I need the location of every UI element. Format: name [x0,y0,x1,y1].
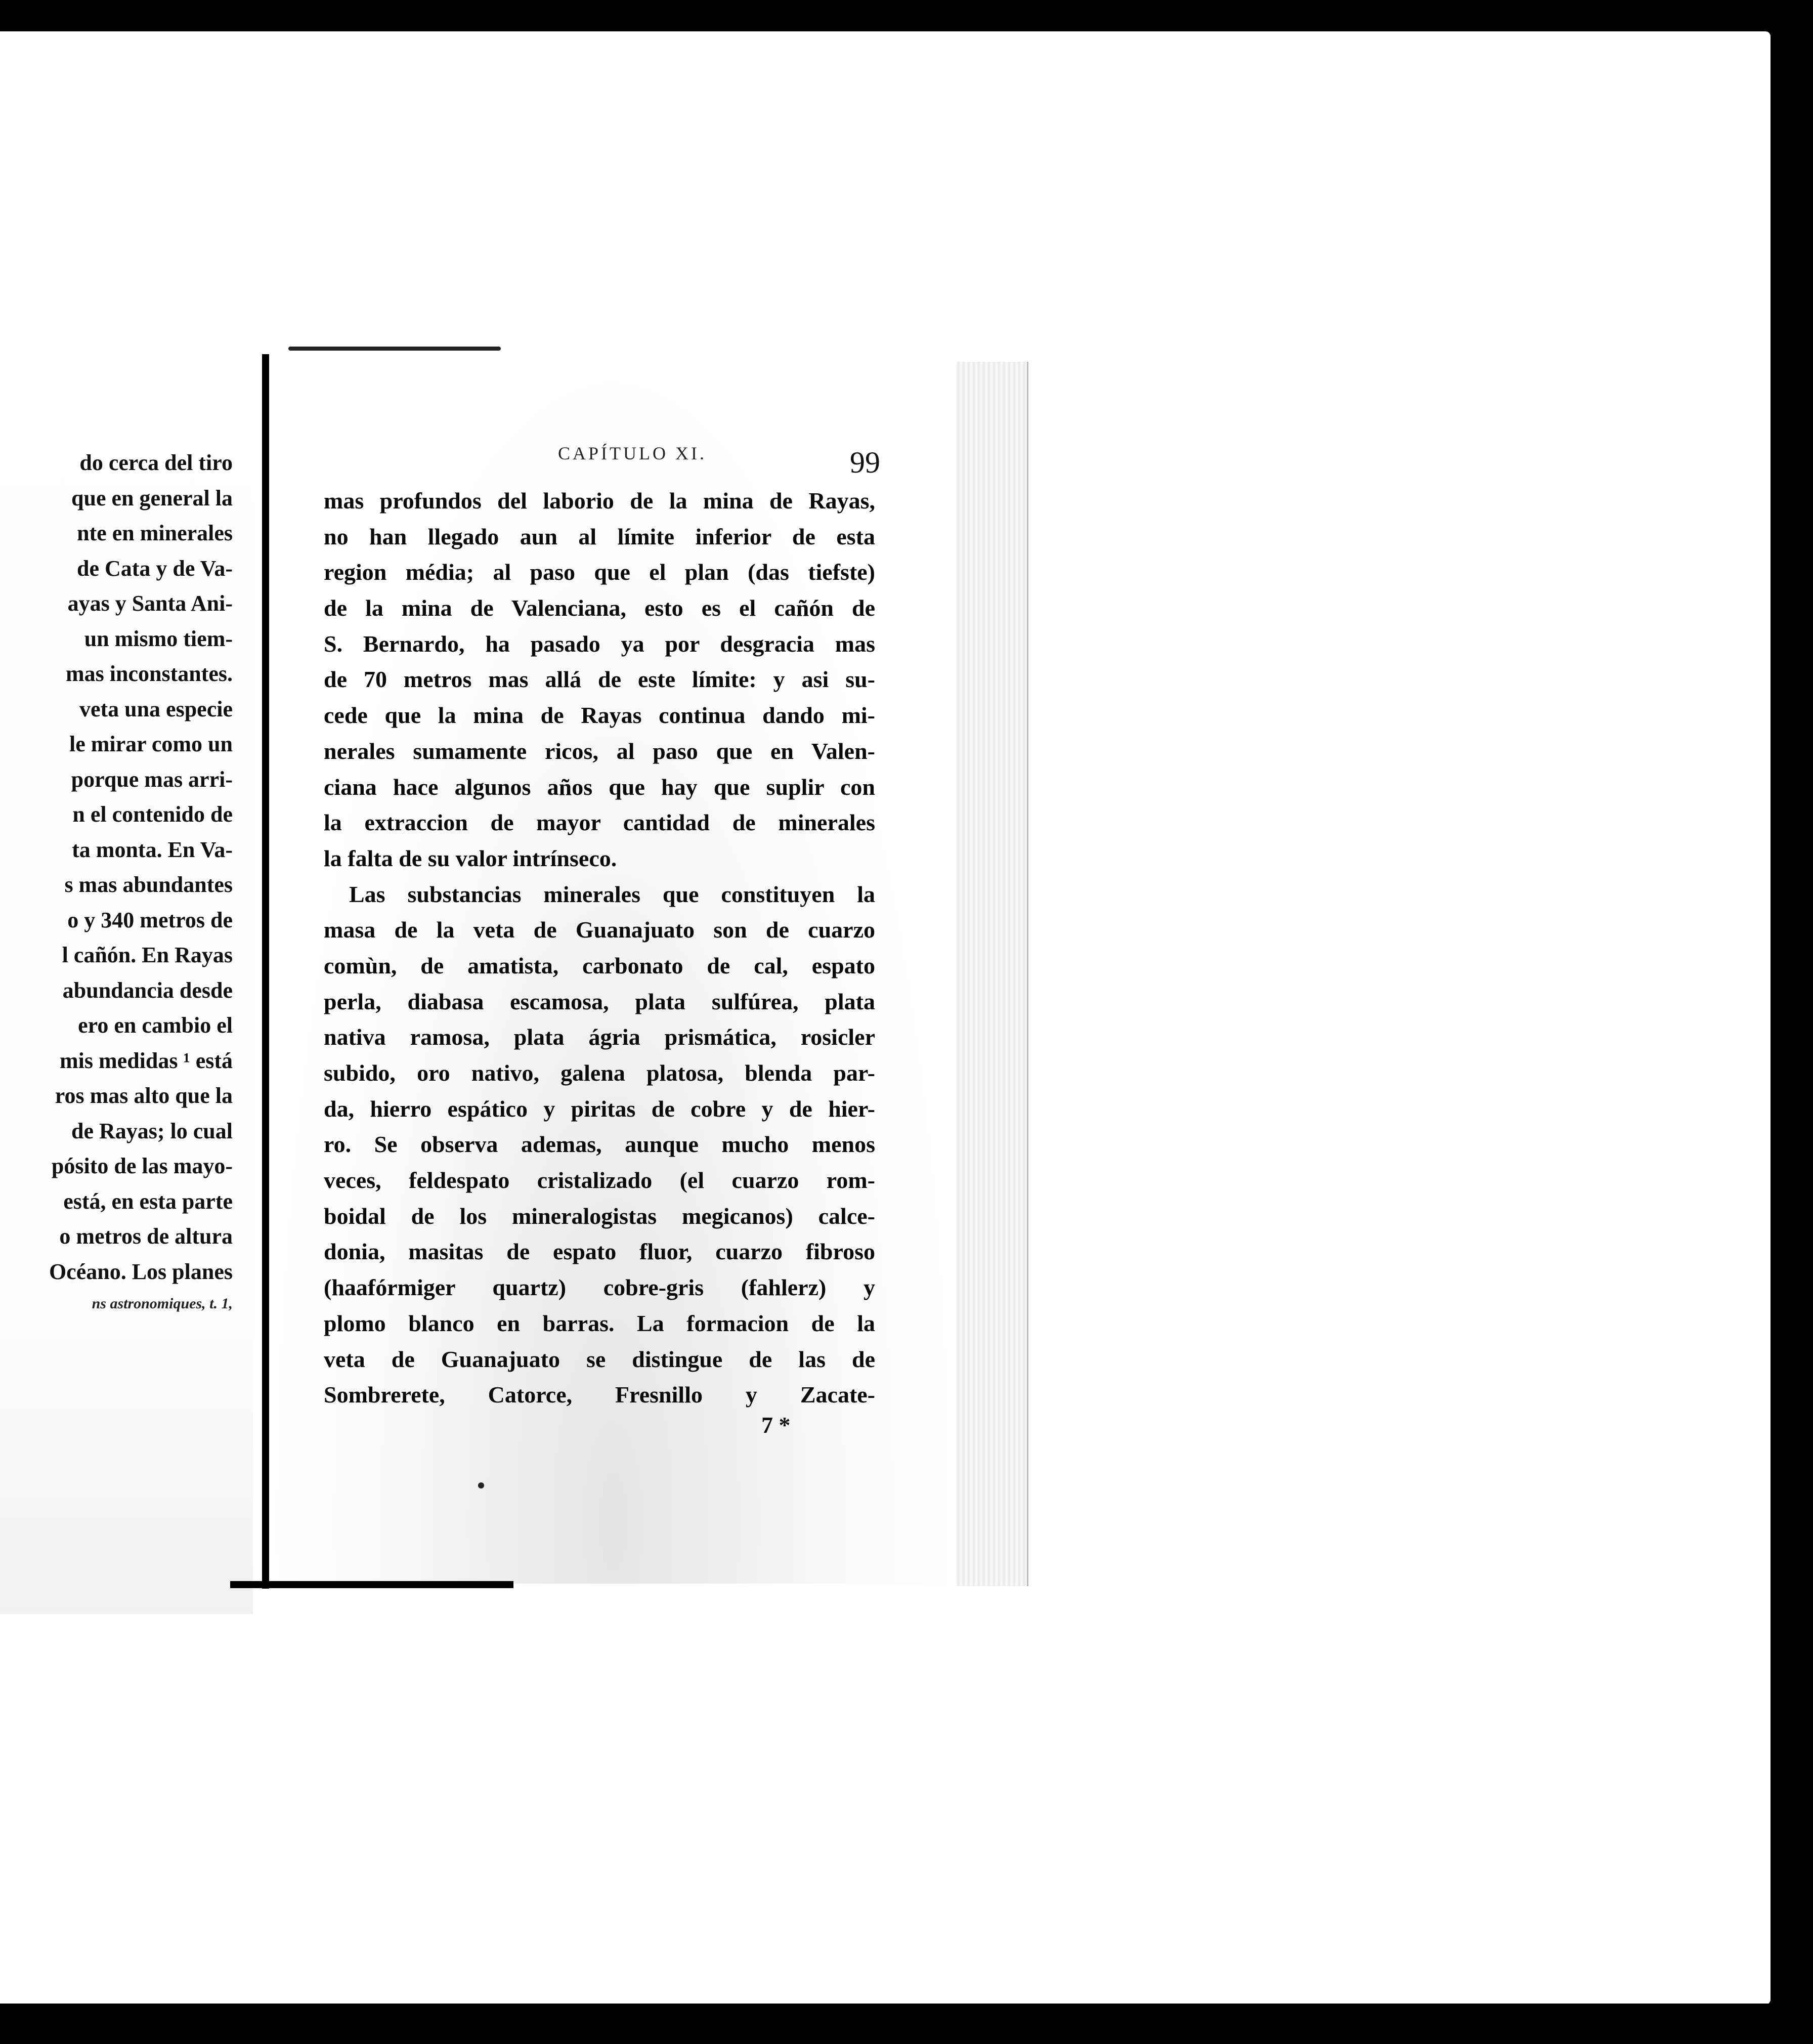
text-line: no han llegado aun al límite inferior de esta [324,523,875,549]
left-text-line: l cañón. En Rayas [62,943,233,967]
gutter-rule [262,354,269,1589]
text-line: Sombrerete, Catorce, Fresnillo y Zacate- [324,1382,875,1408]
left-text-line: le mirar como un [69,732,233,756]
left-text-line: mas inconstantes. [65,661,233,686]
page-block-edge [956,362,1028,1586]
text-line: Las substancias minerales que constituyen la [349,881,875,907]
text-line: subido, oro nativo, galena platosa, blenda par- [324,1060,875,1086]
left-text-line: de Rayas; lo cual [71,1118,233,1143]
left-text-line: veta una especie [79,696,233,721]
left-text-line: n el contenido de [72,802,233,827]
text-line: boidal de los mineralogistas megicanos) calce- [324,1203,875,1229]
left-text-line: Océano. Los planes [49,1259,233,1284]
left-text-line: s mas abundantes [64,872,233,897]
left-text-line: un mismo tiem- [84,626,233,651]
left-text-line: do cerca del tiro [79,450,233,475]
text-line: de 70 metros mas allá de este límite: y asi su- [324,666,875,693]
left-text-line: está, en esta parte [63,1188,233,1214]
text-line: donia, masitas de espato fluor, cuarzo fibroso [324,1239,875,1265]
left-text-line: mis medidas ¹ está [60,1048,233,1073]
text-line: perla, diabasa escamosa, plata sulfúrea, plata [324,988,875,1014]
text-line: ciana hace algunos años que hay que suplir con [324,774,875,800]
left-text-line: ta monta. En Va- [72,837,233,862]
text-line: veces, feldespato cristalizado (el cuarzo rom- [324,1167,875,1194]
left-text-line: o metros de altura [59,1224,233,1249]
left-page-text [0,445,233,1289]
left-text-line: ros mas alto que la [55,1083,233,1108]
text-line: la extraccion de mayor cantidad de minerales [324,810,875,836]
signature-mark: 7 * [761,1412,791,1438]
left-text-line: de Cata y de Va- [76,556,233,581]
left-text-line: nte en minerales [77,521,233,545]
text-line: de la mina de Valenciana, esto es el cañón de [324,595,875,621]
text-line: masa de la veta de Guanajuato son de cuarzo [324,917,875,943]
text-line: (haafórmiger quartz) cobre-gris (fahlerz) y [324,1274,875,1301]
body-text [324,483,875,1413]
left-text-line: ayas y Santa Ani- [67,591,233,616]
ink-speck [478,1482,484,1488]
scan-border-bottom [0,2004,1813,2044]
text-line: ro. Se observa ademas, aunque mucho menos [324,1131,875,1158]
text-line: S. Bernardo, ha pasado ya por desgracia mas [324,630,875,657]
text-line: comùn, de amatista, carbonato de cal, espato [324,952,875,978]
text-line: nerales sumamente ricos, al paso que en Valen- [324,738,875,764]
left-text-line: o y 340 metros de [67,907,233,932]
left-text-line: ero en cambio el [78,1013,233,1038]
text-line: la falta de su valor intrínseco. [324,845,617,871]
left-text-line: que en general la [71,485,233,510]
text-line: mas profundos del laborio de la mina de Rayas, [324,488,875,514]
left-text-line: pósito de las mayo- [51,1154,233,1178]
text-line: nativa ramosa, plata ágria prismática, rosicler [324,1024,875,1050]
left-text-line: porque mas arri- [71,766,233,792]
text-line: da, hierro espático y piritas de cobre y de hier- [324,1095,875,1122]
page-top-edge [288,347,501,351]
left-footnote: ns astronomiques, t. 1, [92,1295,233,1312]
gutter-foot-rule [230,1581,513,1588]
text-line: region média; al paso que el plan (das tiefste) [324,559,875,585]
text-line: plomo blanco en barras. La formacion de la [324,1310,875,1336]
running-head: CAPÍTULO XI. [558,443,707,463]
left-text-line: abundancia desde [62,977,233,1003]
text-line: veta de Guanajuato se distingue de las de [324,1346,875,1372]
page-number: 99 [850,446,880,479]
text-line: cede que la mina de Rayas continua dando mi- [324,702,875,729]
